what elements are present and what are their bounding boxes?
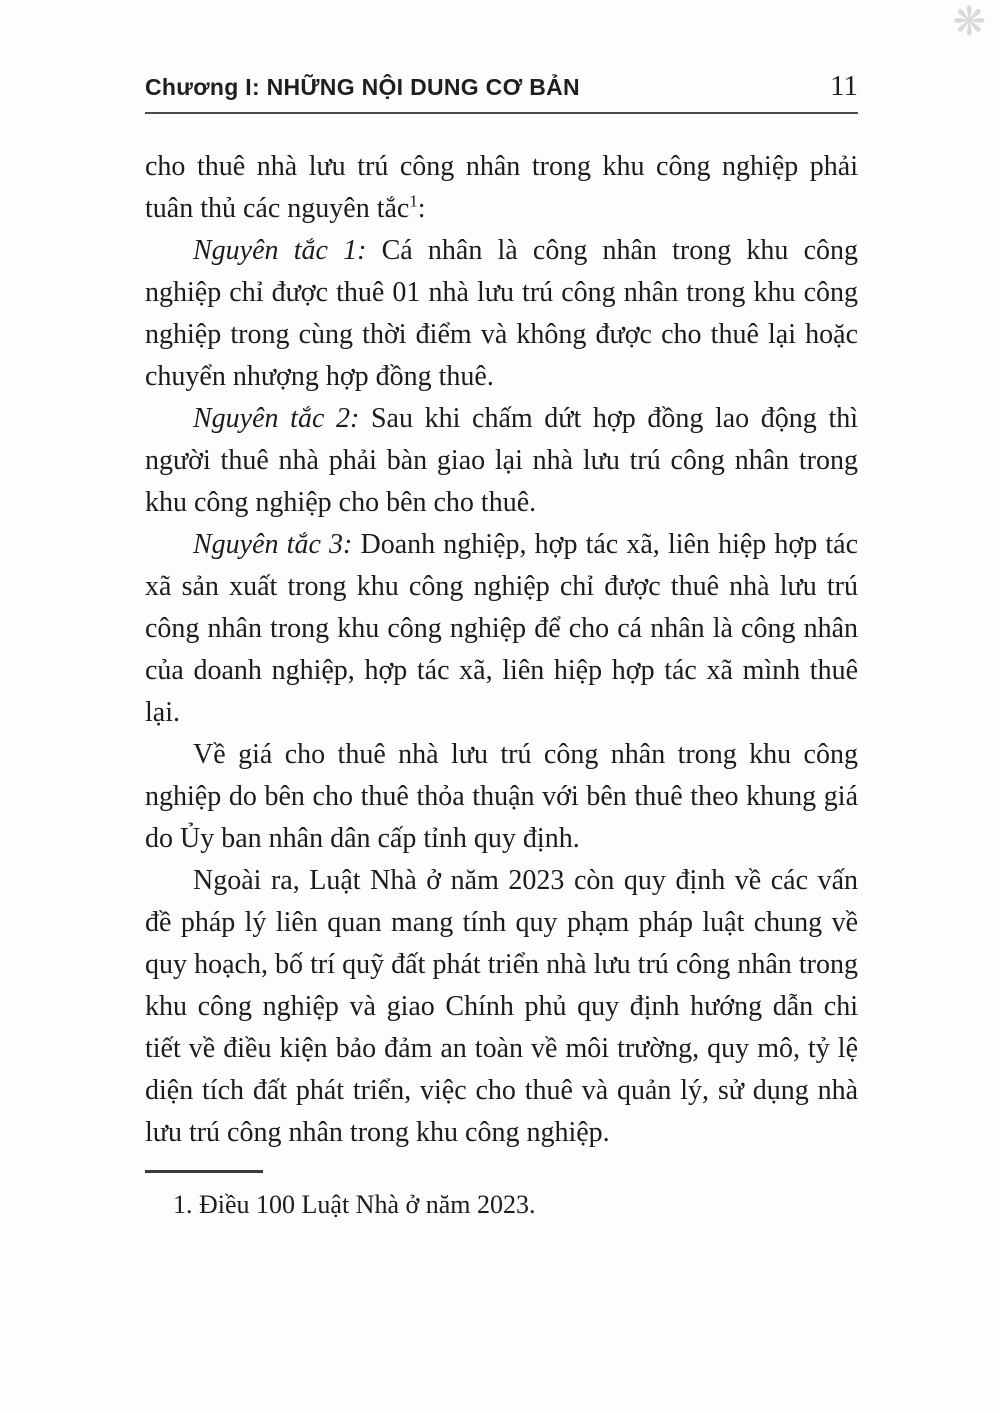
paragraph xyxy=(145,860,858,1154)
paragraph xyxy=(145,146,858,230)
principle-label: Nguyên tắc 1: xyxy=(193,235,367,266)
paragraph-text: cho thuê nhà lưu trú công nhân trong khu công nghiệp phải tuân thủ các nguyên tắc xyxy=(145,151,858,224)
paragraph-text: : xyxy=(417,193,426,224)
paragraph-text: Cá nhân là công nhân trong khu công nghiệp chỉ được thuê 01 nhà lưu trú công nhân trong khu công nghiệp trong cùng thời điểm và không được cho thuê lại hoặc chuyển nhượng hợp đồng thuê. xyxy=(145,235,859,392)
paragraph-text: Sau khi chấm dứt hợp đồng lao động thì người thuê nhà phải bàn giao lại nhà lưu trú công nhân trong khu công nghiệp cho bên cho thuê. xyxy=(145,403,858,518)
page-number: 11 xyxy=(830,70,858,102)
footnote-text: 1. Điều 100 Luật Nhà ở năm 2023. xyxy=(173,1190,536,1219)
paragraph xyxy=(145,734,858,860)
chapter-title: Chương I: NHỮNG NỘI DUNG CƠ BẢN xyxy=(145,74,580,100)
footnote-ref: 1 xyxy=(409,191,418,211)
paragraph-text: Về giá cho thuê nhà lưu trú công nhân trong khu công nghiệp do bên cho thuê thỏa thuận với bên thuê theo khung giá do Ủy ban nhân dân cấp tỉnh quy định. xyxy=(145,739,858,854)
paragraph-text: Ngoài ra, Luật Nhà ở năm 2023 còn quy định về các vấn đề pháp lý liên quan mang tính quy phạm pháp luật chung về quy hoạch, bố trí quỹ đất phát triển nhà lưu trú công nhân trong khu công nghiệp và giao Chính phủ quy định hướng dẫn chi tiết về điều kiện bảo đảm an toàn về môi trường, quy mô, tỷ lệ diện tích đất phát triển, việc cho thuê và quản lý, sử dụng nhà lưu trú công nhân trong khu công nghiệp. xyxy=(145,865,858,1148)
paragraph-text: Doanh nghiệp, hợp tác xã, liên hiệp hợp tác xã sản xuất trong khu công nghiệp chỉ được thuê nhà lưu trú công nhân trong khu công nghiệp để cho cá nhân là công nhân của doanh nghiệp, hợp tác xã, liên hiệp hợp tác xã mình thuê lại. xyxy=(145,529,859,728)
body-paragraphs xyxy=(145,146,858,1154)
footnote-divider xyxy=(145,1170,263,1173)
flower-watermark-icon: ❋ xyxy=(952,0,986,45)
principle-label: Nguyên tắc 3: xyxy=(193,529,353,560)
page-header xyxy=(145,70,858,114)
paragraph xyxy=(145,398,858,524)
paragraph xyxy=(145,524,858,734)
principle-label: Nguyên tắc 2: xyxy=(193,403,360,434)
paragraph xyxy=(145,230,858,398)
